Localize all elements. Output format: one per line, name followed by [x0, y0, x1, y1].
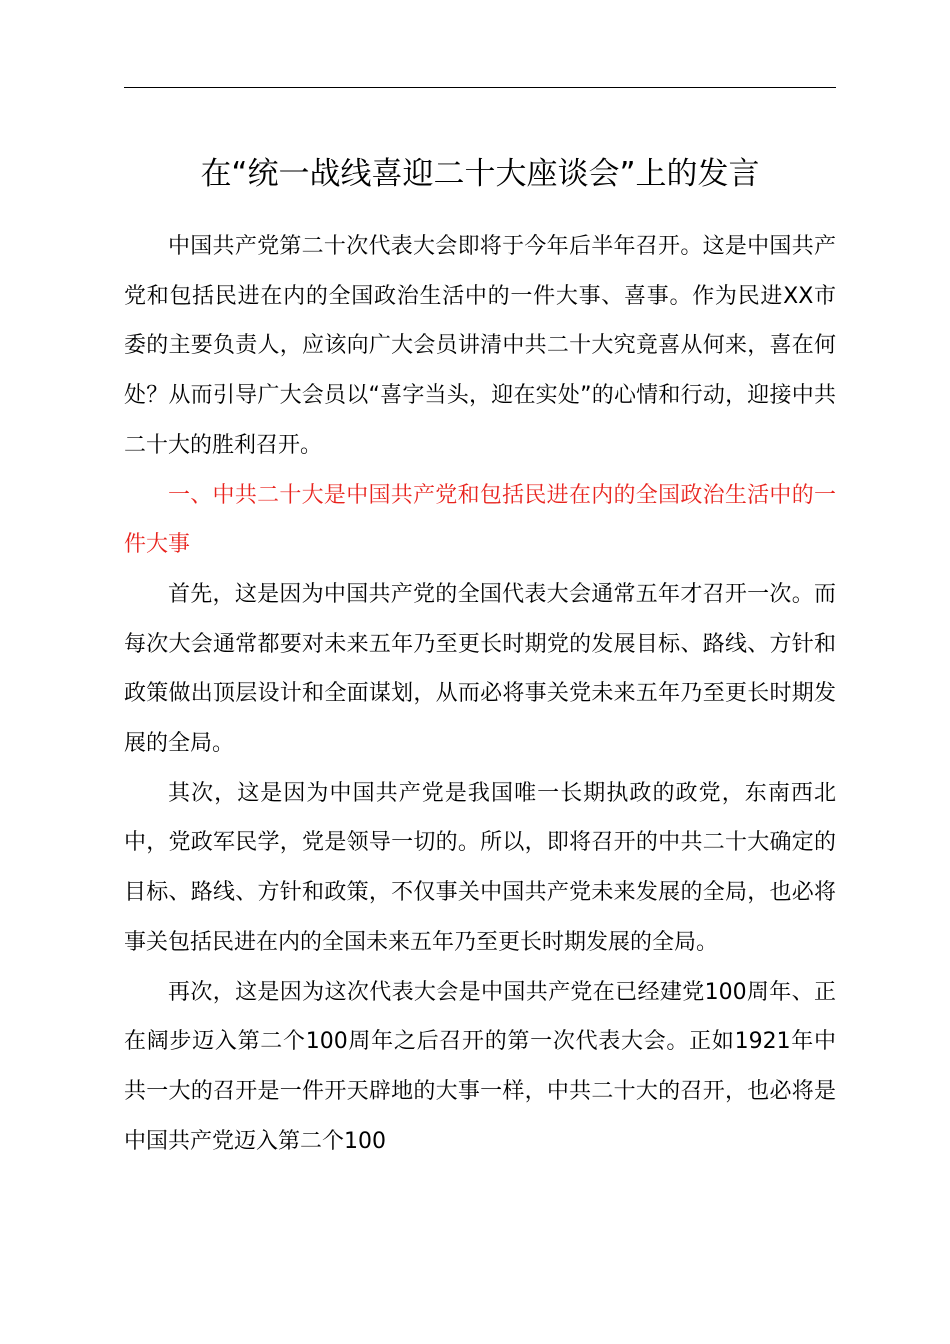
paragraph-third-reason: 再次，这是因为这次代表大会是中国共产党在已经建党100周年、正在阔步迈入第二个100周年之后召开的第一次代表大会。正如1921年中共一大的召开是一件开天辟地的大事一样，中共二十大的召开，也必将是中国共产党迈入第二个100 — [124, 979, 836, 1154]
section-heading-1: 一、中共二十大是中国共产党和包括民进在内的全国政治生活中的一件大事 — [124, 482, 836, 558]
paragraph-second-reason: 其次，这是因为中国共产党是我国唯一长期执政的政党，东南西北中，党政军民学，党是领导一切的。所以，即将召开的中共二十大确定的目标、路线、方针和政策，不仅事关中国共产党未来发展的全局，也必将事关包括民进在内的全国未来五年乃至更长时期发展的全局。 — [124, 780, 836, 955]
header-rule — [124, 87, 836, 88]
document-body — [124, 222, 836, 1166]
intro-paragraph: 中国共产党第二十次代表大会即将于今年后半年召开。这是中国共产党和包括民进在内的全国政治生活中的一件大事、喜事。作为民进XX市委的主要负责人，应该向广大会员讲清中共二十大究竟喜从何来，喜在何处？从而引导广大会员以“喜字当头，迎在实处”的心情和行动，迎接中共二十大的胜利召开。 — [124, 234, 836, 458]
paragraph-first-reason: 首先，这是因为中国共产党的全国代表大会通常五年才召开一次。而每次大会通常都要对未来五年乃至更长时期党的发展目标、路线、方针和政策做出顶层设计和全面谋划，从而必将事关党未来五年乃至更长时期发展的全局。 — [124, 581, 836, 757]
document-title: 在“统一战线喜迎二十大座谈会”上的发言 — [200, 156, 760, 192]
